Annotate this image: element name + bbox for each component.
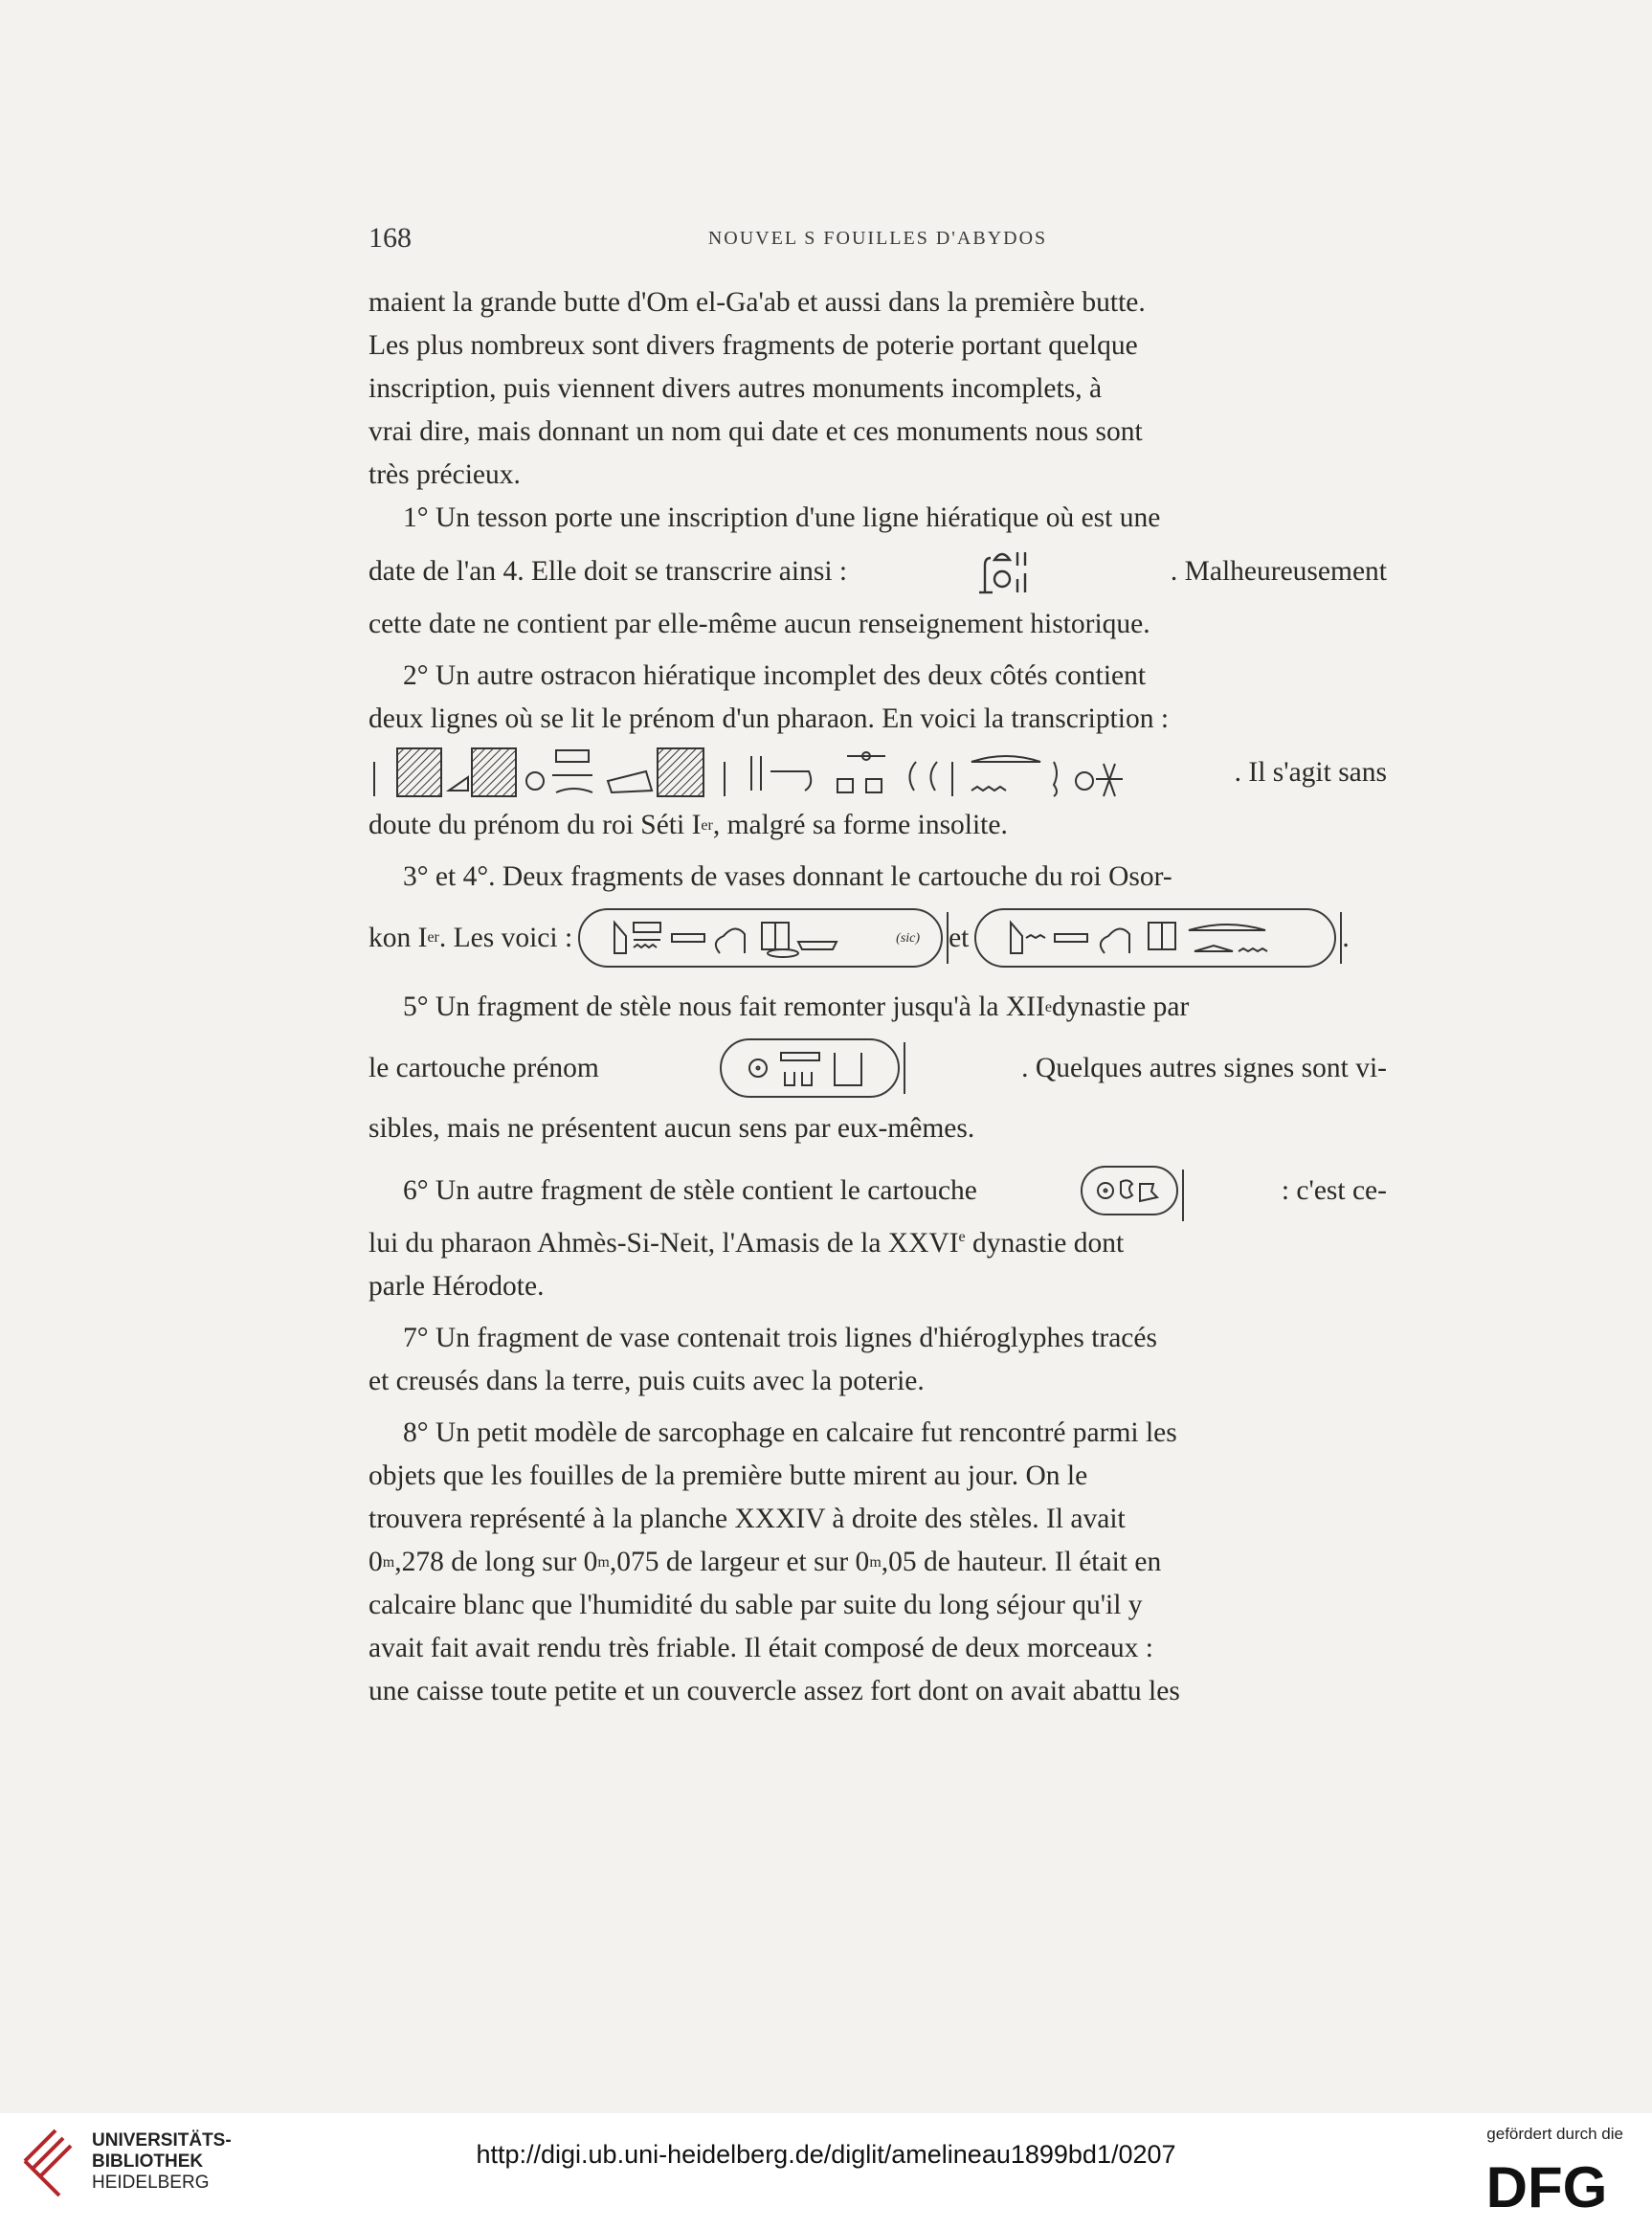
page-header bbox=[368, 222, 1387, 260]
hieratic-transcription-icon bbox=[368, 743, 1192, 802]
date-hieroglyph-icon bbox=[979, 545, 1038, 598]
cartouche-glyphs-icon bbox=[743, 1047, 877, 1089]
text-segment: dynastie par bbox=[1051, 992, 1190, 1022]
running-head: NOUVEL S FOUILLES D'ABYDOS bbox=[707, 228, 1048, 249]
text-line: 2° Un autre ostracon hiératique incomplet des deux côtés contient bbox=[403, 660, 1147, 691]
text-segment: . Les voici : bbox=[438, 922, 573, 953]
text-segment: et bbox=[949, 922, 970, 953]
text-segment: 5° Un fragment de stèle nous fait remonter jusqu'à la XII bbox=[403, 992, 1045, 1022]
text-line: parle Hérodote. bbox=[368, 1271, 545, 1302]
funding-note: gefördert durch die bbox=[1486, 2125, 1623, 2143]
cartouche-amasis bbox=[1081, 1166, 1178, 1215]
cartouche-glyphs-icon bbox=[601, 917, 888, 959]
text-line: doute du prénom du roi Séti I er , malgré sa forme insolite. bbox=[368, 804, 1387, 847]
text-line: avait fait avait rendu très friable. Il était composé de deux morceaux : bbox=[368, 1633, 1153, 1663]
text-line: vrai dire, mais donnant un nom qui date et ces monuments nous sont bbox=[368, 416, 1143, 447]
text-segment: : c'est ce- bbox=[1281, 1174, 1387, 1206]
xii-cartouche-line bbox=[368, 1029, 1387, 1107]
text-segment: . Il s'agit sans bbox=[1234, 756, 1387, 788]
permalink-url[interactable]: http://digi.ub.uni-heidelberg.de/diglit/amelineau1899bd1/0207 bbox=[476, 2140, 1176, 2169]
text-line: cette date ne contient par elle-même aucun renseignement historique. bbox=[368, 609, 1150, 639]
text-segment: lui du pharaon Ahmès-Si-Neit, l'Amasis de la XXVIe dynastie dont bbox=[368, 1228, 1125, 1259]
text-line: 3° et 4°. Deux fragments de vases donnant le cartouche du roi Osor- bbox=[403, 861, 1172, 892]
cartouche-xii-dynasty bbox=[720, 1038, 900, 1098]
text-segment: . Malheureusement bbox=[1170, 555, 1387, 587]
text-line: 5° Un fragment de stèle nous fait remonter jusqu'à la XII e dynastie par bbox=[368, 986, 1387, 1029]
text-line: trouvera représenté à la planche XXXIV à droite des stèles. Il avait bbox=[368, 1504, 1126, 1534]
text-line: sibles, mais ne présentent aucun sens par eux-mêmes. bbox=[368, 1113, 975, 1144]
hieratic-transcription-line bbox=[368, 741, 1387, 804]
body-text bbox=[368, 281, 1387, 1713]
viewer-footer bbox=[0, 2113, 1652, 2229]
text-line bbox=[368, 1222, 1387, 1265]
text-line: objets que les fouilles de la première butte mirent au jour. On le bbox=[368, 1460, 1088, 1491]
cartouche-glyphs-icon bbox=[997, 917, 1313, 959]
text-line: deux lignes où se lit le prénom d'un pharaon. En voici la transcription : bbox=[368, 703, 1170, 734]
osorkon-cartouches-line: kon I er . Les voici : (sic) et . bbox=[368, 899, 1387, 977]
text-line: 0 m ,278 de long sur 0 m ,075 de largeur et sur 0 m ,05 de hauteur. Il était en bbox=[368, 1547, 1162, 1577]
cartouche-osorkon-2 bbox=[974, 908, 1336, 968]
text-line: Les plus nombreux sont divers fragments de poterie portant quelque bbox=[368, 330, 1138, 361]
text-line: 1° Un tesson porte une inscription d'une ligne hiératique où est une bbox=[403, 502, 1161, 533]
text-segment: 6° Un autre fragment de stèle contient le cartouche bbox=[403, 1174, 977, 1206]
text-segment: , malgré sa forme insolite. bbox=[712, 810, 1008, 840]
text-line: très précieux. bbox=[368, 459, 521, 490]
dfg-logo-text: DFG bbox=[1485, 2155, 1608, 2217]
text-line: 7° Un fragment de vase contenait trois lignes d'hiéroglyphes tracés bbox=[403, 1323, 1157, 1353]
date-transcription-line bbox=[368, 540, 1387, 603]
text-segment: . Quelques autres signes sont vi- bbox=[1021, 1052, 1387, 1083]
text-line: maient la grande butte d'Om el-Ga'ab et aussi dans la première butte. bbox=[368, 287, 1146, 318]
cartouche-glyphs-icon bbox=[1094, 1174, 1165, 1207]
superscript: e bbox=[958, 1229, 966, 1246]
university-library-name: UNIVERSITÄTS- BIBLIOTHEK HEIDELBERG bbox=[92, 2130, 232, 2193]
cartouche-osorkon-1 bbox=[578, 908, 943, 968]
text-line: et creusés dans la terre, puis cuits avec la poterie. bbox=[368, 1366, 925, 1396]
text-segment: le cartouche prénom bbox=[368, 1052, 599, 1083]
text-segment: date de l'an 4. Elle doit se transcrire ainsi : bbox=[368, 555, 848, 587]
text-segment: doute du prénom du roi Séti I bbox=[368, 810, 702, 840]
amasis-cartouche-line bbox=[368, 1159, 1387, 1222]
text-line: inscription, puis viennent divers autres monuments incomplets, à bbox=[368, 373, 1103, 404]
text-line: 8° Un petit modèle de sarcophage en calcaire fut rencontré parmi les bbox=[403, 1417, 1177, 1448]
text-line: une caisse toute petite et un couvercle assez fort dont on avait abattu les bbox=[368, 1676, 1180, 1706]
page-number: 168 bbox=[368, 222, 412, 254]
dfg-logo-icon bbox=[1466, 2155, 1627, 2220]
text-segment: kon I bbox=[368, 922, 428, 953]
text-line: calcaire blanc que l'humidité du sable par suite du long séjour qu'il y bbox=[368, 1590, 1143, 1620]
sic-annotation: (sic) bbox=[896, 930, 921, 946]
text-segment: . bbox=[1342, 922, 1350, 953]
